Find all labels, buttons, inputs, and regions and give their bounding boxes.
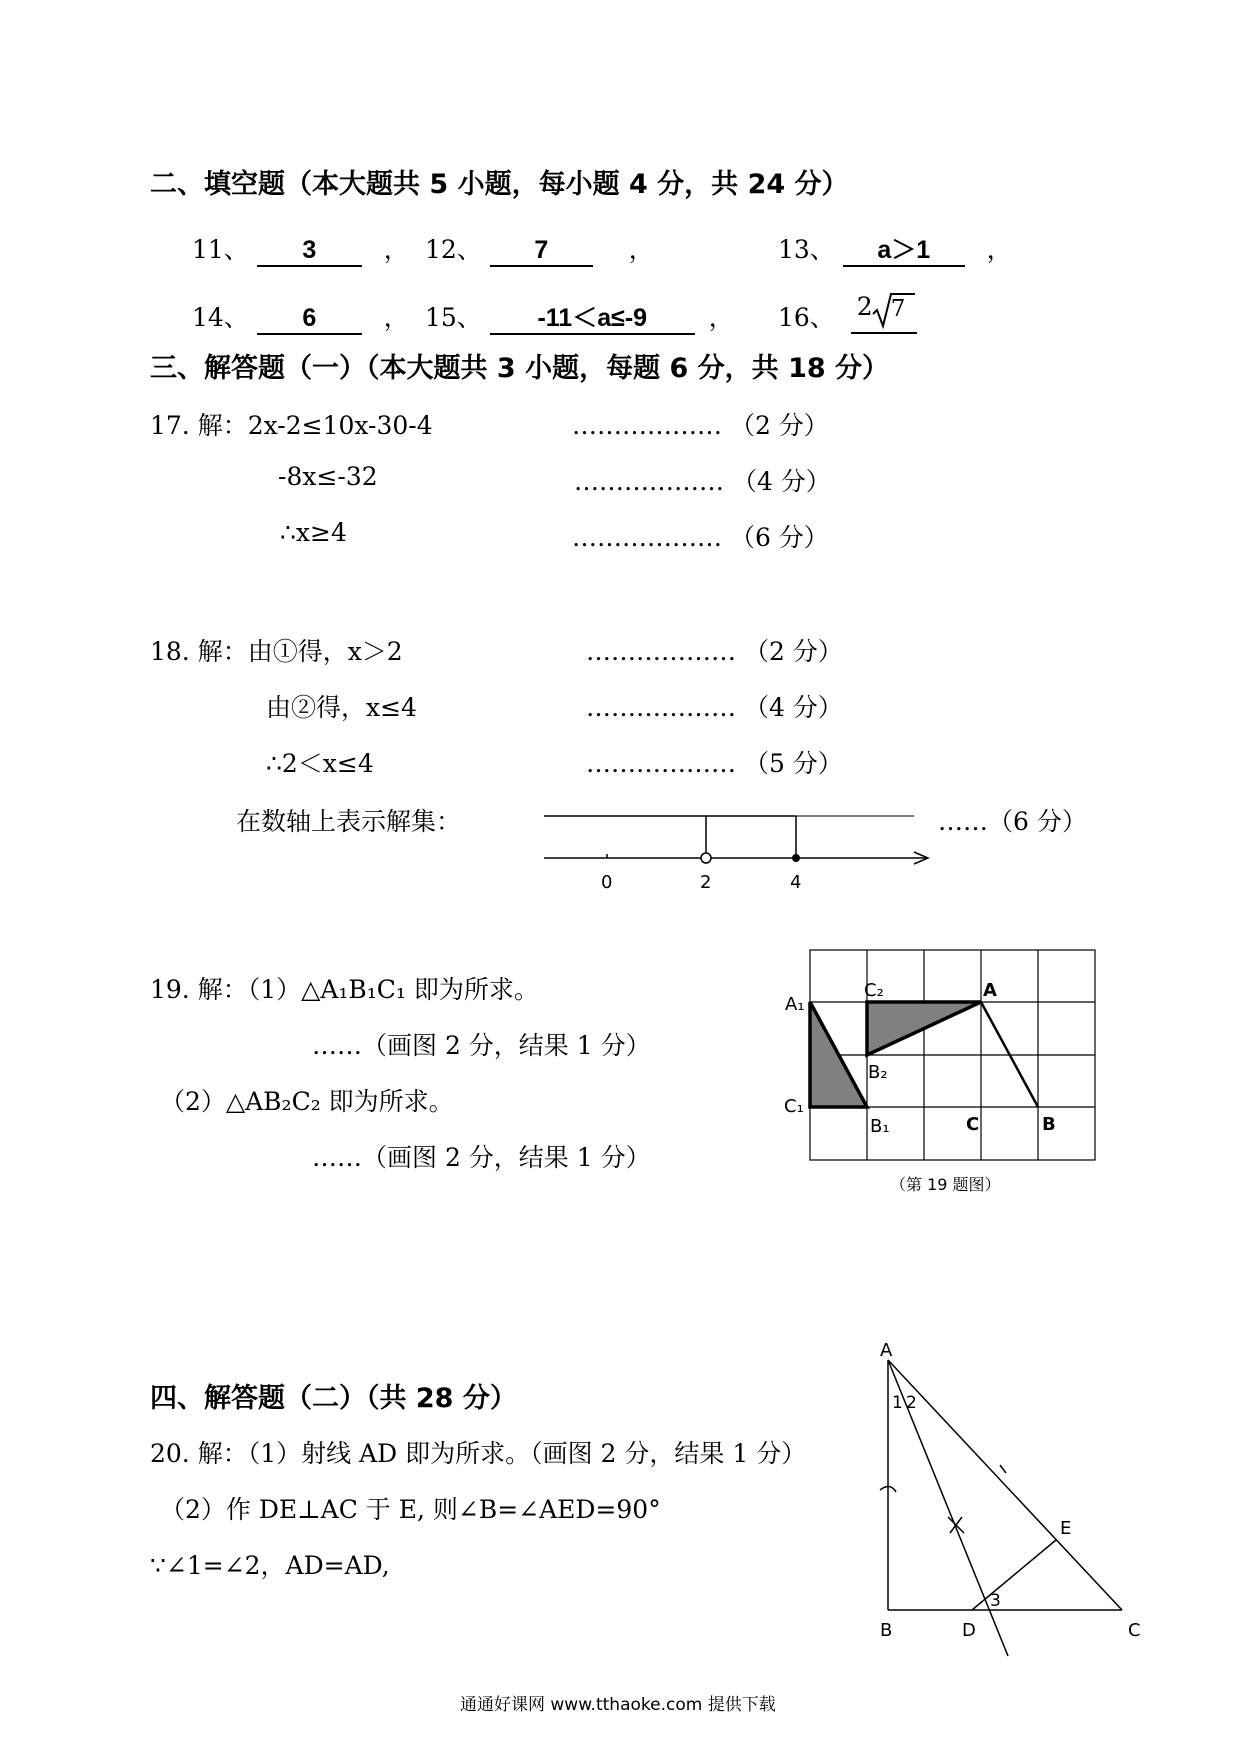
item-number: 13、 — [778, 235, 835, 264]
q20-triangle-figure — [860, 1340, 1160, 1660]
label-c2: C₂ — [864, 980, 884, 1001]
section-3-title: 三、解答题（一）（本大题共 3 小题，每题 6 分，共 18 分） — [150, 353, 890, 384]
section-2-title: 二、填空题（本大题共 5 小题，每小题 4 分，共 24 分） — [150, 169, 849, 200]
label-angle-1: 1 — [892, 1393, 903, 1413]
blank-item-15 — [425, 298, 734, 335]
tick-label-4: 4 — [790, 872, 802, 893]
q20-line-2: （2）作 DE⊥AC 于 E, 则∠B=∠AED=90° — [160, 1495, 661, 1524]
answer-blank: a＞1 — [843, 235, 965, 267]
q17-score-1: ……………… （2 分） — [572, 411, 829, 440]
q17-step-1: 17. 解：2x-2≤10x-30-4 — [150, 411, 433, 440]
label-b: B — [1042, 1114, 1056, 1135]
label-a: A — [880, 1340, 893, 1361]
q17-step-3: ∴x≥4 — [280, 518, 347, 547]
item-number: 11、 — [192, 235, 249, 264]
item-number: 15、 — [425, 303, 482, 332]
label-b2: B₂ — [868, 1062, 888, 1083]
side-ac — [888, 1360, 1122, 1610]
q18-step-3: ∴2＜x≤4 — [266, 749, 374, 778]
open-dot-2 — [701, 853, 711, 863]
arc-mark-ac — [1000, 1465, 1006, 1473]
answer-blank: 7 — [490, 235, 593, 267]
separator: ， — [383, 303, 409, 332]
q19-line-1: 19. 解：（1）△A₁B₁C₁ 即为所求。 — [150, 975, 539, 1004]
label-d: D — [962, 1620, 976, 1641]
label-b: B — [880, 1620, 893, 1641]
answer-blank — [851, 290, 917, 334]
q18-score-1: ……………… （2 分） — [586, 637, 843, 666]
q18-step-2: 由②得，x≤4 — [266, 693, 417, 722]
footer-credit: 通通好课网 www.tthaoke.com 提供下载 — [460, 1695, 776, 1715]
answer-blank: 3 — [257, 235, 362, 267]
blank-item-16 — [778, 290, 917, 334]
closed-dot-4 — [792, 854, 800, 862]
q19-grid-figure — [780, 940, 1110, 1200]
label-c: C — [1128, 1620, 1141, 1641]
q17-score-3: ……………… （6 分） — [572, 523, 829, 552]
q18-step-1: 18. 解：由①得，x＞2 — [150, 637, 403, 666]
label-angle-2: 2 — [906, 1393, 917, 1413]
label-c1: C₁ — [784, 1096, 804, 1117]
blank-item-14 — [192, 298, 409, 335]
q17-score-2: ……………… （4 分） — [574, 467, 831, 496]
q19-line-3: （2）△AB₂C₂ 即为所求。 — [160, 1087, 454, 1116]
q18-score-3: ……………… （5 分） — [586, 749, 843, 778]
radical-coefficient: 2 — [856, 292, 873, 321]
blank-item-12 — [425, 230, 654, 267]
number-line-figure — [530, 800, 930, 900]
blank-item-13 — [778, 230, 1012, 267]
label-b1: B₁ — [870, 1116, 890, 1137]
section-4-title: 四、解答题（二）（共 28 分） — [150, 1383, 517, 1414]
tick-label-2: 2 — [700, 872, 712, 893]
arc-intersection-mark — [948, 1517, 964, 1533]
answer-blank: 6 — [257, 303, 362, 335]
item-number: 16、 — [778, 303, 835, 332]
separator: ， — [628, 235, 654, 264]
q19-caption: （第 19 题图） — [890, 1175, 1001, 1194]
label-e: E — [1060, 1518, 1072, 1539]
q20-line-3: ∵∠1=∠2，AD=AD, — [150, 1551, 390, 1580]
item-number: 12、 — [425, 235, 482, 264]
separator: ， — [708, 303, 734, 332]
label-a1: A₁ — [785, 994, 805, 1015]
q19-line-4: ……（画图 2 分，结果 1 分） — [312, 1143, 651, 1172]
tick-label-0: 0 — [601, 872, 613, 893]
label-angle-3: 3 — [990, 1591, 1001, 1611]
label-c: C — [966, 1114, 980, 1135]
separator: ， — [383, 235, 409, 264]
q18-axis-label: 在数轴上表示解集： — [236, 807, 462, 836]
q19-line-2: ……（画图 2 分，结果 1 分） — [312, 1031, 651, 1060]
q18-axis-score: ……（6 分） — [938, 807, 1087, 836]
radicand: 7 — [890, 296, 906, 322]
q18-score-2: ……………… （4 分） — [586, 693, 843, 722]
q17-step-2: -8x≤-32 — [278, 462, 378, 491]
label-a: A — [983, 980, 997, 1001]
answer-blank: -11＜a≤-9 — [490, 303, 695, 335]
separator: ， — [986, 235, 1012, 264]
segment-de — [972, 1540, 1056, 1610]
q20-line-1: 20. 解：（1）射线 AD 即为所求。（画图 2 分，结果 1 分） — [150, 1439, 807, 1468]
blank-item-11 — [192, 230, 409, 267]
item-number: 14、 — [192, 303, 249, 332]
